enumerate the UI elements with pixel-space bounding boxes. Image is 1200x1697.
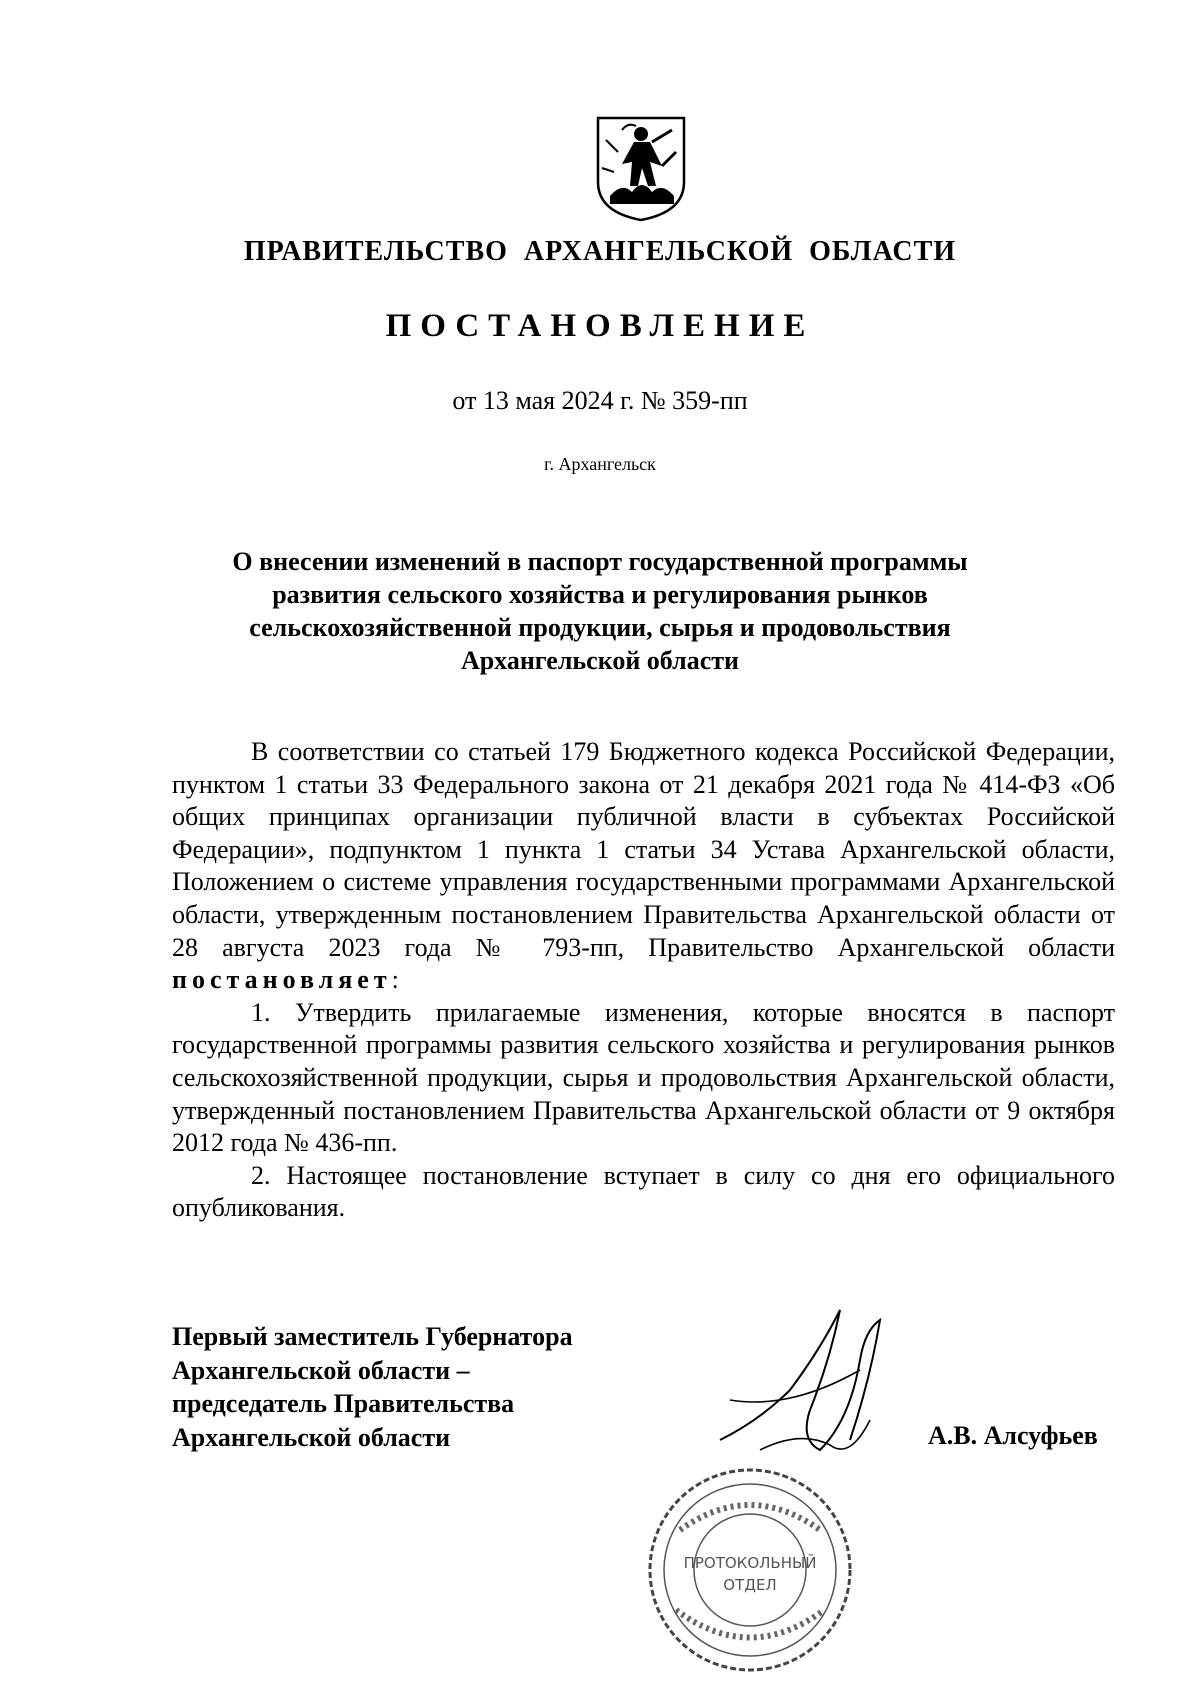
- clause-1: 1. Утвердить прилагаемые изменения, которые вносятся в паспорт государственной программы развития сельского хозяйства и регулирования рынков сельскохозяйственной продукции, сырья и продовольствия Архангельской области, утвержденный постановлением Правительства Архангельской области от 9 октября 2012 года № 436-пп.: [172, 997, 1115, 1158]
- title-line: Архангельской области: [460, 646, 740, 675]
- signer-line: Архангельской области: [172, 1422, 451, 1452]
- handwritten-signature: [700, 1300, 900, 1470]
- signer-position: [172, 1320, 573, 1454]
- title-line: сельскохозяйственной продукции, сырья и продовольствия: [249, 613, 951, 642]
- city: г. Архангельск: [544, 454, 656, 474]
- stamp-text-line: ОТДЕЛ: [723, 1576, 777, 1594]
- document-type: ПОСТАНОВЛЕНИЕ: [385, 308, 815, 344]
- clause-2: 2. Настоящее постановление вступает в силу со дня его официального опубликования.: [172, 1160, 1115, 1223]
- preamble-end: :: [391, 965, 399, 995]
- document-title: [0, 545, 1200, 677]
- preamble-text: В соответствии со статьей 179 Бюджетного кодекса Российской Федерации, пунктом 1 статьи 33 Федерального закона от 21 декабря 2021 года № 414-ФЗ «Об общих принципах организации публичной власти в субъектах Российской Федерации», подпунктом 1 пункта 1 статьи 34 Устава Архангельской области, Положением о системе управления государственными программами Архангельской области, утвержденным постановлением Правительства Архангельской области от 28 августа 2023 года № 793-пп, Правительство Архангельской области: [172, 737, 1115, 962]
- signer-name: А.В. Алсуфьев: [928, 1421, 1098, 1450]
- signer-line: председатель Правительства: [172, 1389, 515, 1418]
- stamp-text-line: ПРОТОКОЛЬНЫЙ: [683, 1554, 817, 1572]
- government-name: ПРАВИТЕЛЬСТВО АРХАНГЕЛЬСКОЙ ОБЛАСТИ: [243, 236, 957, 267]
- preamble-paragraph: [172, 736, 1115, 997]
- signer-line: Первый заместитель Губернатора: [172, 1322, 573, 1351]
- title-line: О внесении изменений в паспорт государственной программы: [232, 547, 968, 576]
- coat-of-arms-icon: [592, 112, 690, 224]
- document-body: [172, 736, 1115, 1225]
- decree-word: постановляет: [172, 965, 392, 995]
- title-line: развития сельского хозяйства и регулирования рынков: [272, 580, 928, 609]
- signer-line: Архангельской области –: [172, 1355, 470, 1385]
- round-stamp: [640, 1460, 860, 1680]
- date-and-number: от 13 мая 2024 г. № 359-пп: [452, 386, 748, 415]
